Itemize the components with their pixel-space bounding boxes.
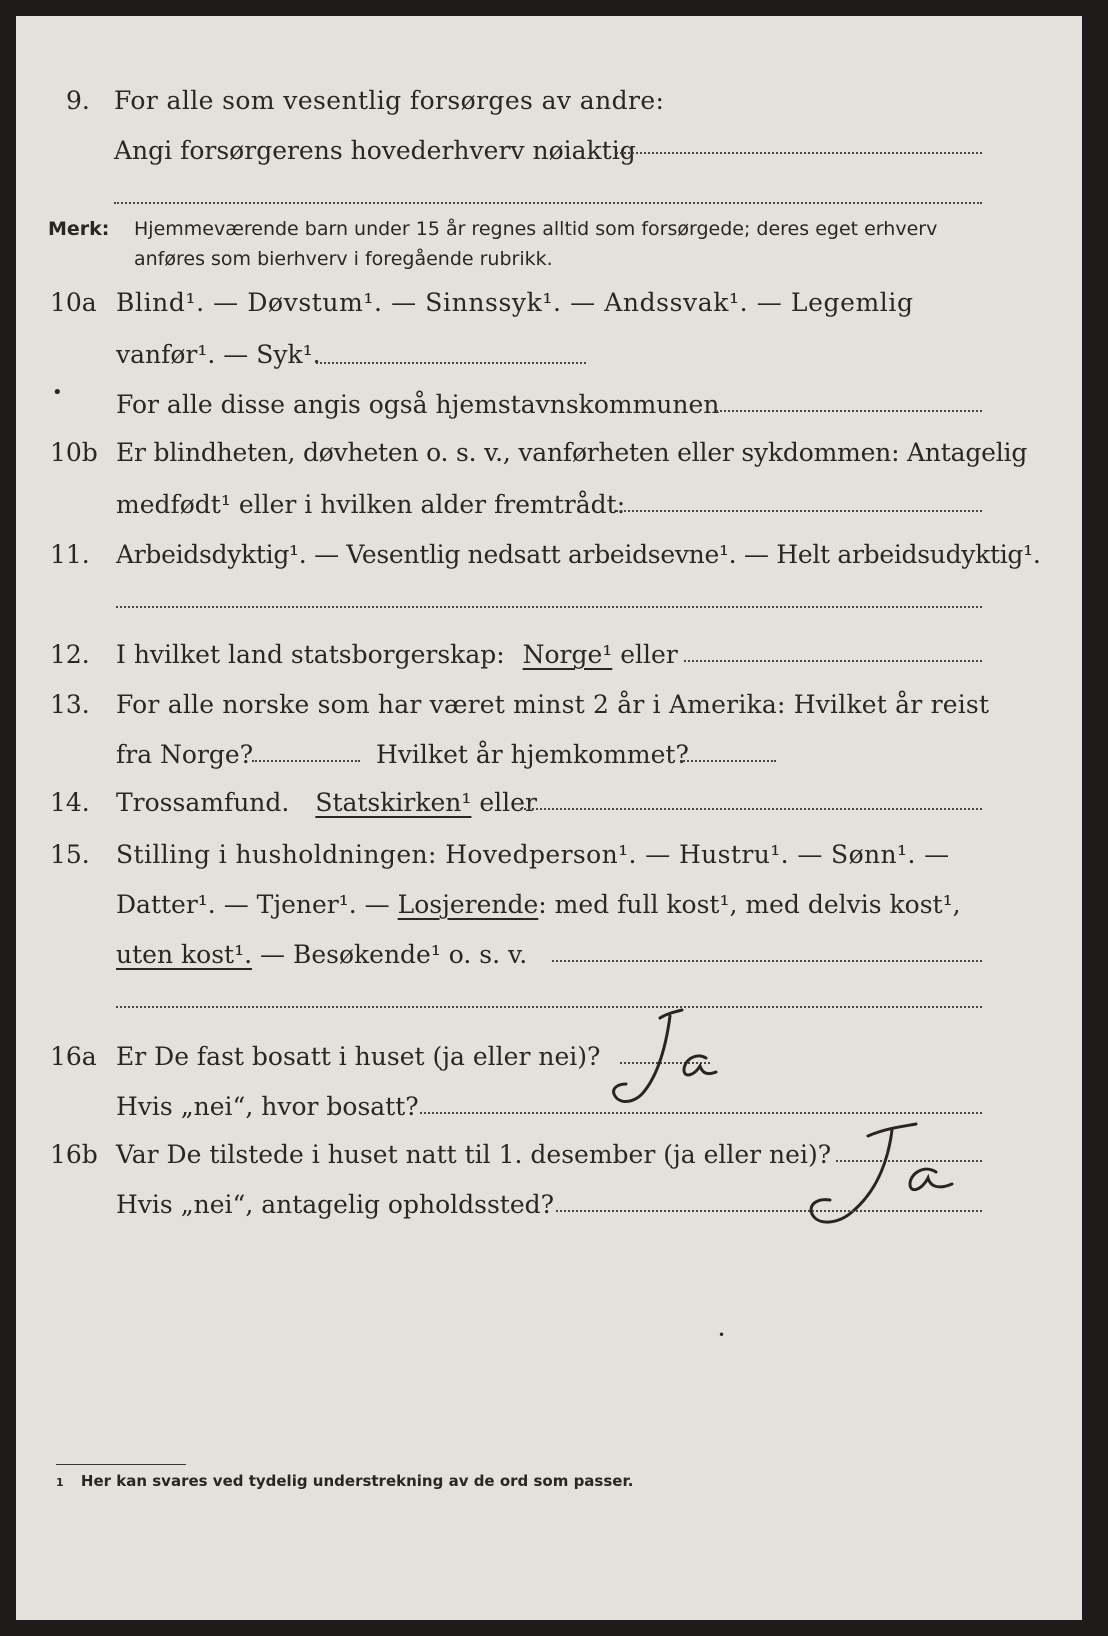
q15-line2	[116, 890, 961, 919]
q10a-line2: vanfør¹. — Syk¹.	[116, 340, 321, 369]
merk-label: Merk:	[48, 218, 110, 240]
q11-number: 11.	[50, 540, 90, 569]
q13-number: 13.	[50, 690, 90, 719]
q12-post: eller	[620, 640, 678, 669]
q12-answer-line[interactable]	[684, 660, 982, 662]
q10a-home-line[interactable]	[716, 410, 982, 412]
q15-losjerende[interactable]: Losjerende	[397, 890, 539, 919]
margin-dot: •	[52, 382, 63, 403]
q16a-line2: Hvis „nei“, hvor bosatt?	[116, 1092, 419, 1121]
q13-departure-line[interactable]	[252, 760, 360, 762]
q12-underlined[interactable]: Norge¹	[522, 640, 613, 669]
q16a-handwritten-answer	[596, 1006, 736, 1116]
q15-answer-line-2[interactable]	[116, 1006, 982, 1008]
q15-uten-kost[interactable]: uten kost¹.	[116, 940, 253, 969]
q10b-line1: Er blindheten, døvheten o. s. v., vanførheten eller sykdommen: Antagelig	[116, 438, 1028, 467]
merk-line1: Hjemmeværende barn under 15 år regnes alltid som forsørgede; deres eget erhverv	[134, 218, 938, 240]
q10b-line2: medfødt¹ eller i hvilken alder fremtrådt:	[116, 490, 626, 519]
q15-line3b: — Besøkende¹ o. s. v.	[260, 940, 528, 969]
q15-number: 15.	[50, 840, 90, 869]
q15-line1: Stilling i husholdningen: Hovedperson¹. — Hustru¹. — Sønn¹. —	[116, 840, 950, 869]
q10a-line1: Blind¹. — Døvstum¹. — Sinnssyk¹. — Andssvak¹. — Legemlig	[116, 288, 914, 317]
q16b-handwritten-answer	[776, 1106, 996, 1236]
q12-line	[116, 640, 678, 669]
q15-answer-line[interactable]	[552, 960, 982, 962]
q10b-answer-line[interactable]	[616, 510, 982, 512]
form-page	[16, 16, 1082, 1620]
q13-line1: For alle norske som har været minst 2 år i Amerika: Hvilket år reist	[116, 690, 990, 719]
q9-number: 9.	[66, 86, 90, 115]
q12-pre: I hvilket land statsborgerskap:	[116, 640, 505, 669]
q9-answer-line[interactable]	[616, 152, 982, 154]
q16b-number: 16b	[50, 1140, 98, 1169]
q16b-where-line[interactable]	[556, 1210, 982, 1212]
q15-line3	[116, 940, 527, 969]
q15-line2b: : med full kost¹, med delvis kost¹,	[538, 890, 961, 919]
merk-line2: anføres som bierhverv i foregående rubrikk.	[134, 248, 553, 270]
q10a-line3: For alle disse angis også hjemstavnskommunen	[116, 390, 720, 419]
q9-line1: For alle som vesentlig forsørges av andre:	[114, 86, 665, 115]
q11-answer-line[interactable]	[116, 606, 982, 608]
q14-line	[116, 788, 537, 817]
footnote-text: Her kan svares ved tydelig understrekning av de ord som passer.	[80, 1472, 634, 1490]
q13-line2b: Hvilket år hjemkommet?	[376, 740, 689, 769]
q16a-number: 16a	[50, 1042, 97, 1071]
footnote-rule	[56, 1464, 186, 1465]
q10b-number: 10b	[50, 438, 98, 467]
q10a-number: 10a	[50, 288, 97, 317]
q14-underlined[interactable]: Statskirken¹	[315, 788, 472, 817]
q14-answer-line[interactable]	[520, 808, 982, 810]
q14-number: 14.	[50, 788, 90, 817]
q12-number: 12.	[50, 640, 90, 669]
q16b-line1: Var De tilstede i huset natt til 1. desember (ja eller nei)?	[116, 1140, 832, 1169]
q16b-line2: Hvis „nei“, antagelig opholdssted?	[116, 1190, 555, 1219]
q13-line2a: fra Norge?	[116, 740, 254, 769]
footnote-mark: 1	[56, 1476, 64, 1489]
q14-post: eller	[479, 788, 537, 817]
footnote	[56, 1472, 633, 1490]
q13-return-line[interactable]	[680, 760, 776, 762]
q15-line2a: Datter¹. — Tjener¹. —	[116, 890, 390, 919]
q9-answer-line-2[interactable]	[114, 202, 982, 204]
q9-line2: Angi forsørgerens hovederhverv nøiaktig	[114, 136, 636, 165]
q16a-line1: Er De fast bosatt i huset (ja eller nei)?	[116, 1042, 601, 1071]
q10a-answer-line[interactable]	[316, 362, 586, 364]
q11-line1: Arbeidsdyktig¹. — Vesentlig nedsatt arbeidsevne¹. — Helt arbeidsudyktig¹.	[116, 540, 1041, 569]
q14-pre: Trossamfund.	[116, 788, 290, 817]
stray-dot: •	[718, 1328, 726, 1342]
